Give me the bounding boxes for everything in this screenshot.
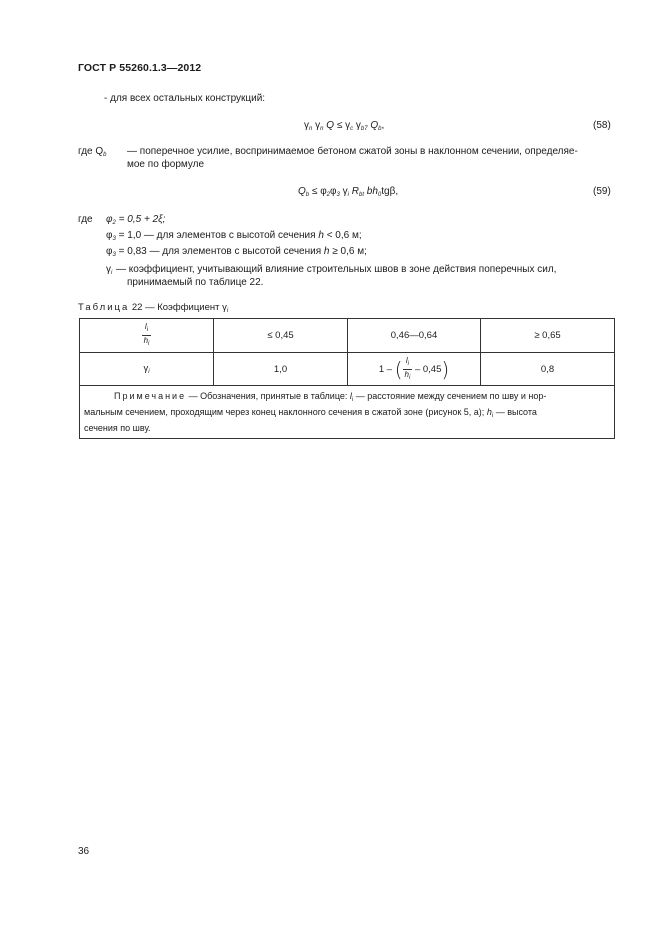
- qb-definition-lead: [78, 145, 107, 162]
- h-symbol: h: [318, 230, 324, 241]
- phi-symbol: φ: [320, 186, 327, 197]
- table-caption-text: 22 — Коэффициент γ: [131, 302, 227, 313]
- frac-denominator: h: [143, 336, 149, 345]
- note-text: мальным сечением, проходящим через конец наклонного сечения в сжатой зоне (рисунок 5, а);: [84, 407, 485, 417]
- phi2-definition: [106, 213, 165, 230]
- phi3b-tail: ≥ 0,6 м;: [332, 246, 367, 257]
- phi-symbol: φ: [106, 214, 113, 225]
- gamma-definition-line2: принимаемый по таблице 22.: [127, 277, 264, 288]
- table-caption-label: Таблица: [78, 302, 130, 313]
- cell-fraction: [403, 356, 413, 383]
- table-cell: 1,0: [214, 353, 348, 386]
- qb-definition-line2: мое по формуле: [127, 159, 205, 170]
- table-note-row: [80, 386, 615, 439]
- subscript: i: [407, 360, 409, 367]
- phi3a-text: = 1,0 — для элементов с высотой сечения: [118, 230, 316, 241]
- ratio-header-cell: [80, 319, 214, 353]
- q-symbol: Q: [326, 120, 335, 131]
- frac-denominator: h: [404, 369, 409, 379]
- gamma-symbol: γ: [315, 120, 321, 131]
- h-symbol: h: [323, 246, 330, 257]
- table-header-cell: ≥ 0,65: [481, 319, 615, 353]
- table-row: [80, 353, 615, 386]
- subscript: 3: [112, 236, 116, 242]
- gamma-symbol: γ: [304, 120, 309, 131]
- subscript: bt: [358, 192, 364, 198]
- l-symbol: l: [349, 391, 352, 401]
- qb-symbol: Q: [370, 120, 379, 131]
- frac-numerator: l: [144, 322, 147, 331]
- gamma-symbol: γ: [106, 264, 111, 275]
- page-number: 36: [78, 846, 90, 857]
- coefficient-table: [79, 318, 615, 439]
- subscript: i: [148, 369, 150, 375]
- phi-symbol: φ: [106, 230, 113, 241]
- subscript: i: [351, 397, 354, 403]
- note-text: — высота: [495, 407, 537, 417]
- table-caption: [78, 302, 228, 314]
- note-text: сечения по шву.: [84, 423, 151, 433]
- formula-prefix: 1 –: [378, 363, 393, 375]
- frac-numerator: l: [405, 355, 408, 365]
- phi-symbol: φ: [106, 246, 113, 257]
- subscript: i: [491, 413, 494, 419]
- formula-suffix: – 0,45: [414, 363, 442, 375]
- gamma-definition-symbol: [106, 263, 112, 280]
- leq-symbol: ≤: [336, 120, 343, 131]
- subscript: n: [309, 126, 313, 132]
- bh-symbol: bh: [366, 186, 378, 197]
- subscript: i: [146, 327, 149, 333]
- gamma-definition-line1: — коэффициент, учитывающий влияние строительных швов в зоне действия поперечных сил,: [116, 264, 557, 275]
- phi2-text: = 0,5 + 2ξ;: [118, 214, 166, 225]
- table-header-cell: ≤ 0,45: [214, 319, 348, 353]
- table-header-cell: 0,46—0,64: [348, 319, 481, 353]
- phi3-definition-b: [106, 245, 367, 262]
- formula-59: [298, 186, 398, 198]
- h-symbol: h: [486, 407, 492, 417]
- subscript: b7: [360, 126, 368, 132]
- where-label: где: [78, 214, 93, 225]
- table-note: [80, 386, 615, 439]
- equation-number-59: (59): [593, 186, 611, 197]
- subscript: i: [408, 374, 411, 381]
- table-cell-formula: [348, 353, 481, 386]
- paren-open: (: [394, 357, 403, 381]
- subscript: i: [148, 341, 150, 347]
- subscript: n: [320, 126, 324, 132]
- formula-58: [304, 120, 384, 132]
- leq-symbol: ≤: [311, 186, 318, 197]
- table-header-row: [80, 319, 615, 353]
- subscript: c: [350, 126, 354, 132]
- intro-text: - для всех остальных конструкций:: [104, 93, 266, 104]
- equation-number-58: (58): [593, 120, 611, 131]
- gamma-symbol: γ: [342, 186, 348, 197]
- formula-tail: ,: [381, 120, 385, 131]
- document-header: ГОСТ Р 55260.1.3—2012: [78, 62, 202, 74]
- subscript: i: [226, 308, 229, 314]
- note-text: — Обозначения, принятые в таблице:: [188, 391, 348, 401]
- subscript: 3: [112, 252, 116, 258]
- tg-beta: tgβ,: [381, 186, 399, 197]
- gamma-symbol: γ: [345, 120, 351, 131]
- r-symbol: R: [351, 186, 359, 197]
- subscript: 2: [112, 220, 116, 226]
- subscript: b: [378, 126, 382, 132]
- subscript: 0: [377, 192, 382, 198]
- paren-close: ): [441, 357, 450, 381]
- phi3a-tail: < 0,6 м;: [326, 230, 362, 241]
- gamma-symbol: γ: [143, 363, 149, 374]
- subscript: b: [305, 192, 310, 198]
- subscript: i: [111, 270, 113, 276]
- gamma-row-label: [80, 353, 214, 386]
- phi-symbol: φ: [330, 186, 337, 197]
- table-cell: 0,8: [481, 353, 615, 386]
- q-symbol: Q: [298, 186, 306, 197]
- note-text: — расстояние между сечением по шву и нор-: [355, 391, 547, 401]
- subscript: 3: [336, 192, 340, 198]
- gamma-symbol: γ: [355, 120, 361, 131]
- where-q-label: где Q: [78, 146, 104, 157]
- subscript: i: [347, 192, 349, 198]
- phi3b-text: = 0,83 — для элементов с высотой сечения: [118, 246, 322, 257]
- subscript: b: [103, 152, 107, 158]
- qb-definition-line1: — поперечное усилие, воспринимаемое бетоном сжатой зоны в наклонном сечении, определяе-: [127, 146, 578, 157]
- ratio-fraction: [142, 322, 152, 349]
- subscript: 2: [326, 192, 331, 198]
- phi3-definition-a: [106, 229, 362, 246]
- note-label: Примечание: [114, 391, 187, 401]
